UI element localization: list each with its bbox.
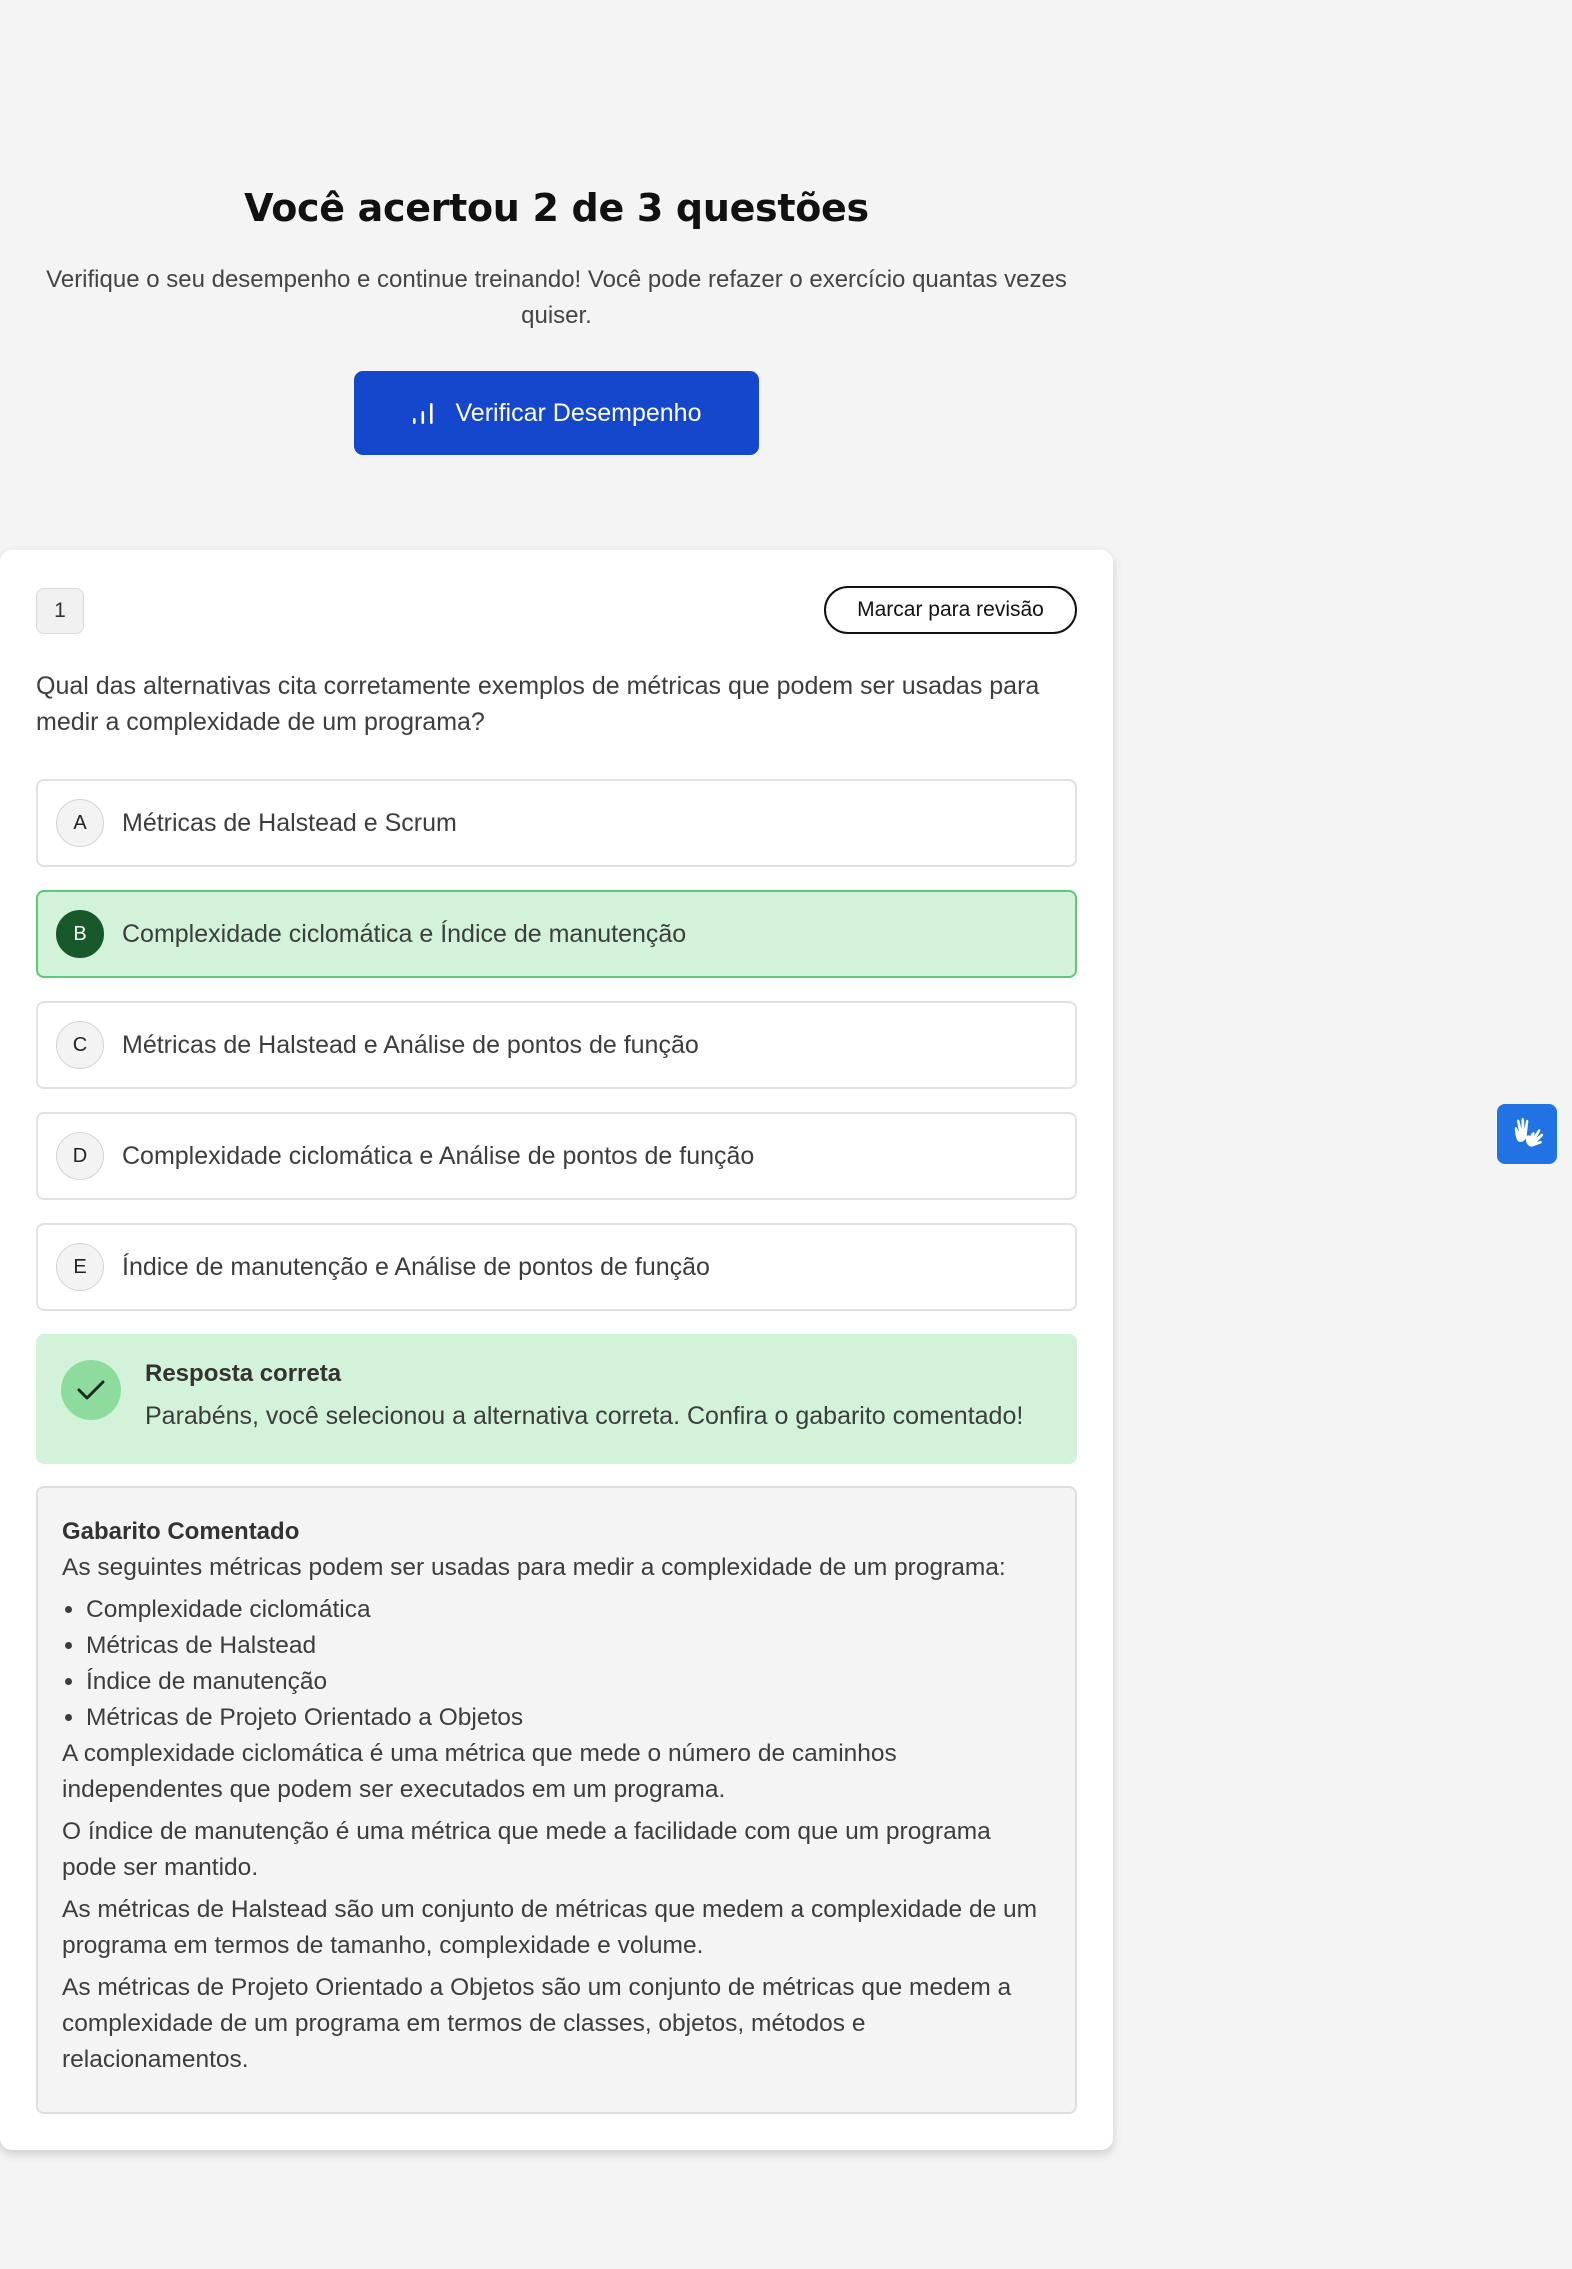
option-b[interactable]	[36, 890, 1077, 978]
option-letter: C	[56, 1021, 104, 1069]
commentary-title: Gabarito Comentado	[62, 1518, 300, 1545]
options-list	[36, 779, 1077, 1334]
option-text: Complexidade ciclomática e Análise de pontos de função	[122, 1141, 755, 1170]
check-performance-button[interactable]	[354, 371, 759, 455]
option-letter: B	[56, 910, 104, 958]
commentary-paragraph: O índice de manutenção é uma métrica que mede a facilidade com que um programa pode ser mantido.	[62, 1818, 991, 1881]
feedback-title: Resposta correta	[145, 1360, 342, 1387]
option-text: Métricas de Halstead e Scrum	[122, 808, 457, 837]
mark-for-review-button[interactable]: Marcar para revisão	[824, 586, 1077, 634]
option-c[interactable]	[36, 1001, 1077, 1089]
option-a[interactable]	[36, 779, 1077, 867]
commentary-list	[62, 1592, 1051, 1736]
question-text: Qual das alternativas cita corretamente exemplos de métricas que podem ser usadas para medir a complexidade de um programa?	[36, 672, 1040, 736]
results-title: Você acertou 2 de 3 questões	[244, 186, 869, 230]
option-d[interactable]	[36, 1112, 1077, 1200]
option-letter: D	[56, 1132, 104, 1180]
commentary-paragraph: A complexidade ciclomática é uma métrica que mede o número de caminhos independentes que podem ser executados em um programa.	[62, 1740, 897, 1803]
list-item: • Índice de manutenção	[86, 1664, 1051, 1700]
results-subtitle: Verifique o seu desempenho e continue treinando! Você pode refazer o exercício quantas vezes quiser.	[46, 266, 1067, 329]
check-performance-label: Verificar Desempenho	[455, 398, 702, 427]
commentary-paragraph: As métricas de Projeto Orientado a Objetos são um conjunto de métricas que medem a complexidade de um programa em termos de classes, objetos, métodos e relacionamentos.	[62, 1974, 1012, 2073]
option-text: Índice de manutenção e Análise de pontos de função	[122, 1252, 710, 1281]
option-text: Complexidade ciclomática e Índice de manutenção	[122, 919, 687, 948]
check-icon	[61, 1360, 121, 1420]
question-card	[0, 550, 1113, 2150]
answer-commentary	[36, 1486, 1077, 2114]
option-letter: A	[56, 799, 104, 847]
option-letter: E	[56, 1243, 104, 1291]
commentary-intro: As seguintes métricas podem ser usadas para medir a complexidade de um programa:	[62, 1554, 1006, 1581]
list-item: • Métricas de Halstead	[86, 1628, 1051, 1664]
feedback-text: Parabéns, você selecionou a alternativa correta. Confira o gabarito comentado!	[145, 1402, 1024, 1430]
option-text: Métricas de Halstead e Análise de pontos de função	[122, 1030, 699, 1059]
list-item: • Métricas de Projeto Orientado a Objetos	[86, 1700, 1051, 1736]
accessibility-widget-button[interactable]	[1497, 1104, 1557, 1164]
commentary-paragraph: As métricas de Halstead são um conjunto de métricas que medem a complexidade de um programa em termos de tamanho, complexidade e volume.	[62, 1896, 1038, 1959]
bar-chart-icon	[412, 401, 434, 425]
answer-feedback	[36, 1334, 1077, 1464]
option-e[interactable]	[36, 1223, 1077, 1311]
list-item: • Complexidade ciclomática	[86, 1592, 1051, 1628]
question-number-badge: 1	[36, 588, 84, 634]
sign-language-hands-icon	[1509, 1117, 1545, 1151]
